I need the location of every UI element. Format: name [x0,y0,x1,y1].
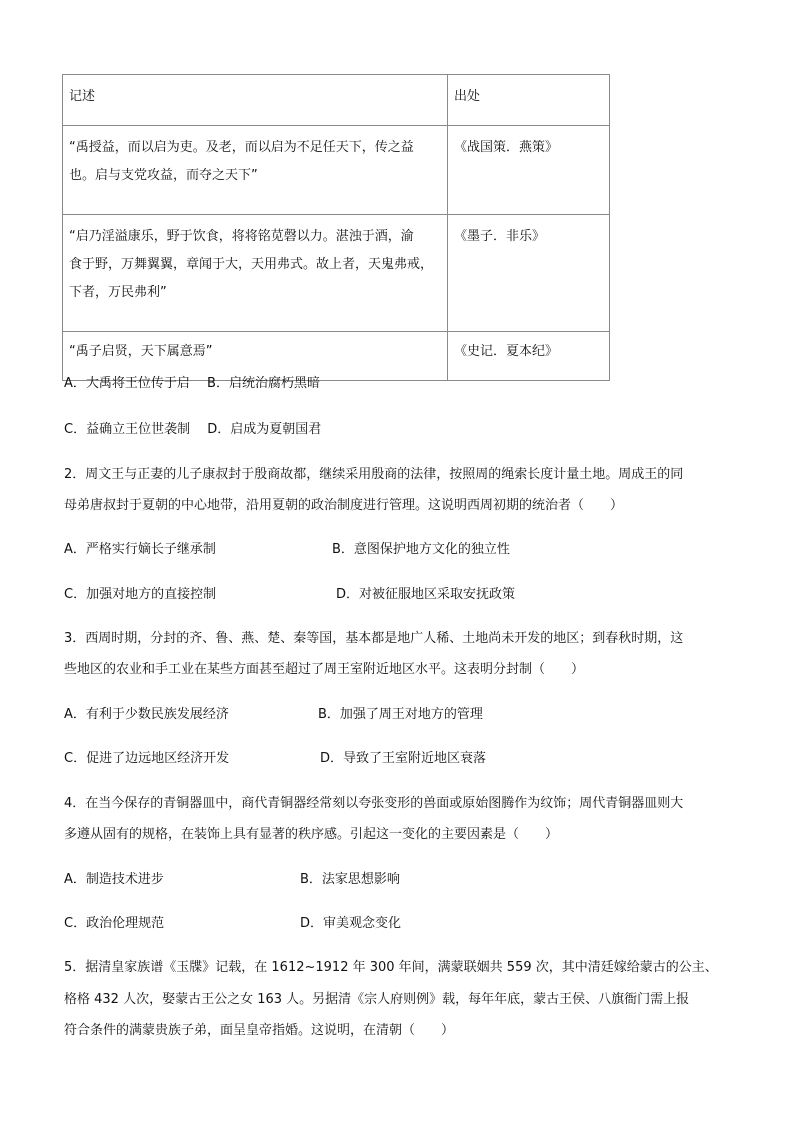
q2-option-d: D．对被征服地区采取安抚政策 [336,587,516,602]
q2-option-a: A．严格实行嫡长子继承制 [64,542,216,557]
q4-option-d: D．审美观念变化 [300,916,402,931]
q3-option-c: C．促进了边远地区经济开发 [64,751,230,766]
table-cell-source: 《战国策．燕策》 [448,126,610,215]
table-cell-record [63,126,448,215]
q4-option-a: A．制造技术进步 [64,872,164,887]
q3-option-b: B．加强了周王对地方的管理 [318,707,483,722]
table-cell-record: “禹子启贤，天下属意焉” [63,332,448,381]
q5-stem-line3: 符合条件的满蒙贵族子弟，面呈皇帝指婚。这说明，在清朝（ ） [64,1023,455,1038]
q1-options-line1: A．大禹将王位传于启 B．启统治腐朽黑暗 [64,376,320,391]
table-cell-record [63,215,448,332]
record-line: 食于野，万舞翼翼，章闻于大，天用弗式。故上者，天鬼弗戒， [69,257,434,272]
record-line: 下者，万民弗利” [69,285,167,300]
table-row [63,215,610,332]
q4-option-c: C．政治伦理规范 [64,916,165,931]
table-header-source: 出处 [448,75,610,126]
q2-option-b: B．意图保护地方文化的独立性 [332,542,510,557]
q5-stem-line1: 5．据清皇家族谱《玉牒》记载，在 1612~1912 年 300 年间，满蒙联姻共 559 次，其中清廷嫁给蒙古的公主、 [64,960,718,975]
q5-stem-line2: 格格 432 人次，娶蒙古王公之女 163 人。另据清《宗人府则例》载，每年年底，蒙古王侯、八旗衙门需上报 [64,992,690,1007]
q4-stem-line2: 多遵从固有的规格，在装饰上具有显著的秩序感。引起这一变化的主要因素是（ ） [64,827,559,842]
record-line: 也。启与支党攻益，而夺之天下” [69,168,258,183]
q3-option-d: D．导致了王室附近地区衰落 [320,751,487,766]
q3-stem-line1: 3．西周时期，分封的齐、鲁、燕、楚、秦等国，基本都是地广人稀、土地尚未开发的地区；到春秋时期，这 [64,631,684,646]
q3-option-a: A．有利于少数民族发展经济 [64,707,229,722]
q3-stem-line2: 些地区的农业和手工业在某些方面甚至超过了周王室附近地区水平。这表明分封制（ ） [64,662,585,677]
q4-stem-line1: 4．在当今保存的青铜器皿中，商代青铜器经常刻以夸张变形的兽面或原始图腾作为纹饰；周代青铜器皿则大 [64,796,684,811]
record-line: “禹授益，而以启为吏。及老，而以启为不足任天下，传之益 [69,140,414,155]
table-cell-source: 《史记．夏本纪》 [448,332,610,381]
q1-options-line2: C．益确立王位世袭制 D．启成为夏朝国君 [64,422,322,437]
q4-option-b: B．法家思想影响 [300,872,400,887]
table-row [63,126,610,215]
record-line: “启乃淫溢康乐，野于饮食，将将铭苋磬以力。湛浊于酒，渝 [69,229,414,244]
table-header-row [63,75,610,126]
q2-stem-line2: 母弟唐叔封于夏朝的中心地带，沿用夏朝的政治制度进行管理。这说明西周初期的统治者（ ） [64,498,624,513]
source-table [62,74,610,381]
q2-option-c: C．加强对地方的直接控制 [64,587,217,602]
table-cell-source: 《墨子．非乐》 [448,215,610,332]
q2-stem-line1: 2．周文王与正妻的儿子康叔封于殷商故都，继续采用殷商的法律，按照周的绳索长度计量土地。周成王的同 [64,467,684,482]
table-header-record: 记述 [63,75,448,126]
